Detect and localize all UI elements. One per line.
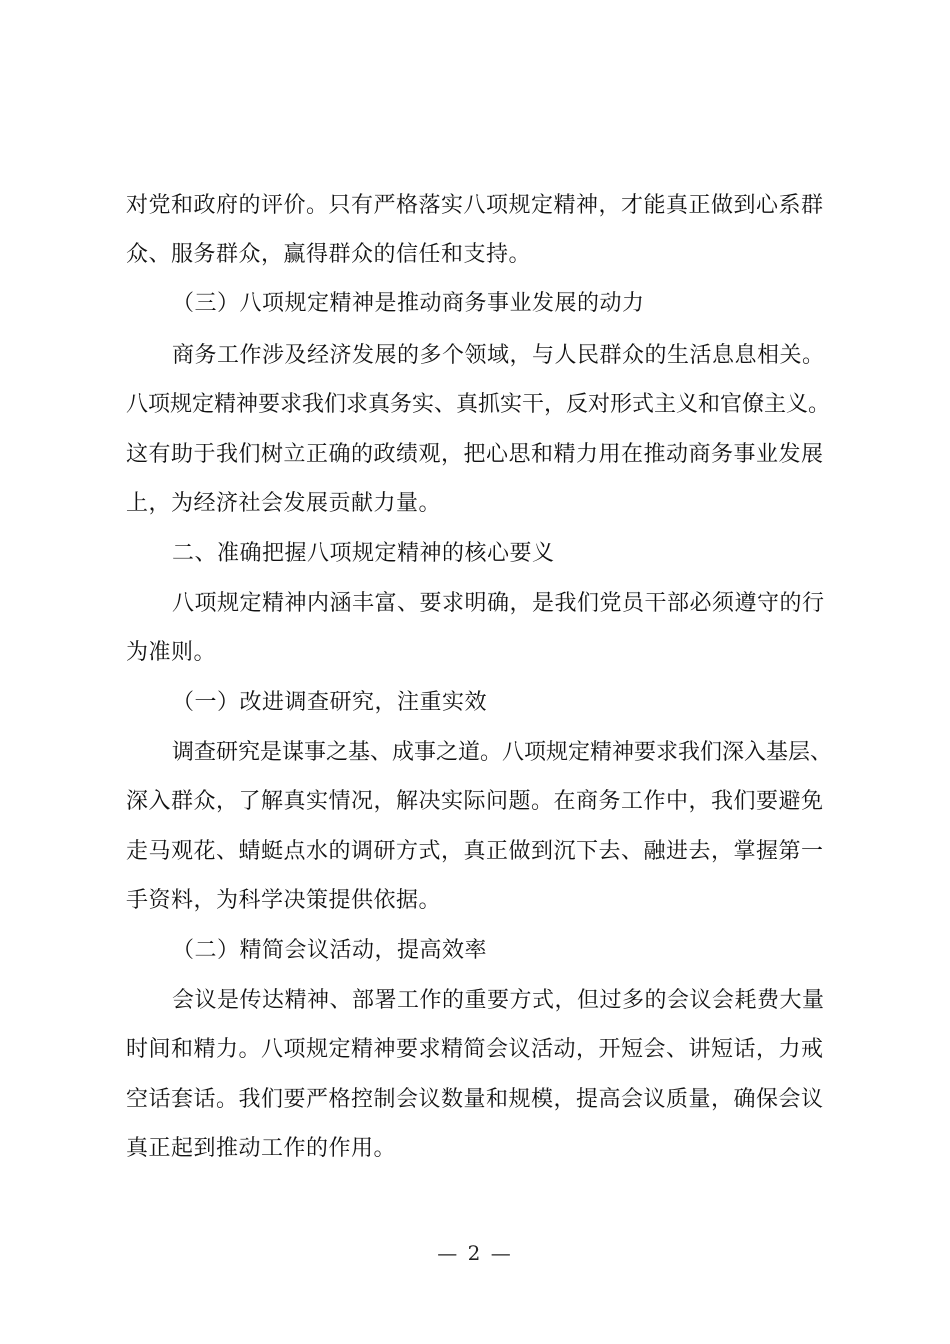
- body-line: 空话套话。我们要严格控制会议数量和规模，提高会议质量，确保会议: [126, 1087, 824, 1112]
- body-line: 众、服务群众，赢得群众的信任和支持。: [126, 242, 532, 267]
- body-line: 上，为经济社会发展贡献力量。: [126, 491, 442, 516]
- section-heading: （三）八项规定精神是推动商务事业发展的动力: [172, 291, 645, 316]
- body-line: 调查研究是谋事之基、成事之道。八项规定精神要求我们深入基层、: [172, 740, 833, 765]
- body-line: 对党和政府的评价。只有严格落实八项规定精神，才能真正做到心系群: [126, 193, 824, 218]
- body-line: 八项规定精神内涵丰富、要求明确，是我们党员干部必须遵守的行: [172, 591, 825, 616]
- body-line: 会议是传达精神、部署工作的重要方式，但过多的会议会耗费大量: [172, 988, 825, 1013]
- body-line: 走马观花、蜻蜓点水的调研方式，真正做到沉下去、融进去，掌握第一: [126, 839, 824, 864]
- section-heading: 二、准确把握八项规定精神的核心要义: [172, 541, 555, 566]
- body-line: 时间和精力。八项规定精神要求精简会议活动，开短会、讲短话，力戒: [126, 1037, 824, 1062]
- body-line: 八项规定精神要求我们求真务实、真抓实干，反对形式主义和官僚主义。: [126, 392, 831, 417]
- body-line: 为准则。: [126, 640, 217, 665]
- body-line: 这有助于我们树立正确的政绩观，把心思和精力用在推动商务事业发展: [126, 442, 824, 467]
- body-line: 手资料，为科学决策提供依据。: [126, 888, 442, 913]
- page-number: — 2 —: [437, 1241, 513, 1265]
- body-line: 商务工作涉及经济发展的多个领域，与人民群众的生活息息相关。: [172, 343, 825, 368]
- body-line: 深入群众，了解真实情况，解决实际问题。在商务工作中，我们要避免: [126, 789, 824, 814]
- section-heading: （一）改进调查研究，注重实效: [172, 690, 488, 715]
- section-heading: （二）精简会议活动，提高效率: [172, 938, 488, 963]
- body-line: 真正起到推动工作的作用。: [126, 1136, 397, 1161]
